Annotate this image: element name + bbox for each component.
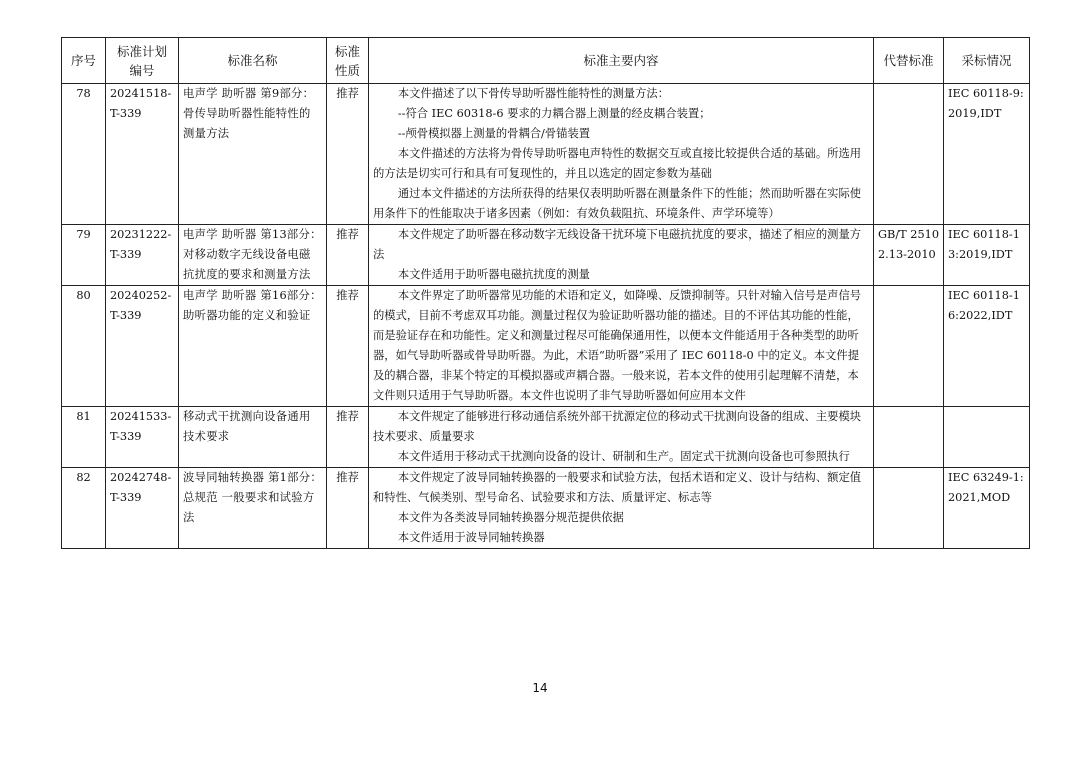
content-paragraph: 本文件为各类波导同轴转换器分规范提供依据 [397,511,624,524]
header-type [327,38,369,84]
header-plan-number [106,38,179,84]
cell-replace: GB/T 25102.13-2010 [874,225,944,286]
content-paragraph: 本文件规定了助听器在移动数字无线设备干扰环境下电磁抗扰度的要求，描述了相应的测量方法 [373,228,862,261]
table-row [62,286,1030,407]
cell-plan-number: 20241518-T-339 [106,84,179,225]
cell-content [369,468,874,549]
header-adopt: 采标情况 [944,38,1030,84]
cell-standard-name: 电声学 助听器 第16部分：助听器功能的定义和验证 [179,286,327,407]
cell-adopt: IEC 60118-9:2019,IDT [944,84,1030,225]
cell-content [369,286,874,407]
cell-seq: 79 [62,225,106,286]
cell-adopt: IEC 60118-16:2022,IDT [944,286,1030,407]
cell-standard-name: 移动式干扰测向设备通用技术要求 [179,407,327,468]
content-paragraph: 本文件适用于移动式干扰测向设备的设计、研制和生产。固定式干扰测向设备也可参照执行 [397,450,850,463]
cell-standard-name: 电声学 助听器 第13部分：对移动数字无线设备电磁抗扰度的要求和测量方法 [179,225,327,286]
content-paragraph: 通过本文件描述的方法所获得的结果仅表明助听器在测量条件下的性能；然而助听器在实际使用条件下的性能取决于诸多因素（例如：有效负载阻抗、环境条件、声学环境等） [373,187,862,220]
table-row [62,84,1030,225]
cell-adopt: IEC 60118-13:2019,IDT [944,225,1030,286]
cell-replace [874,407,944,468]
table-row [62,407,1030,468]
content-paragraph: 本文件规定了能够进行移动通信系统外部干扰源定位的移动式干扰测向设备的组成、主要模块技术要求、质量要求 [373,410,862,443]
cell-replace [874,286,944,407]
cell-type: 推荐 [327,225,369,286]
cell-seq: 82 [62,468,106,549]
header-plan-line2: 编号 [129,62,155,78]
cell-type: 推荐 [327,468,369,549]
header-name: 标准名称 [179,38,327,84]
content-paragraph: 本文件描述了以下骨传导助听器性能特性的测量方法： [397,87,669,100]
header-plan-line1: 标准计划 [116,43,167,59]
cell-standard-name: 电声学 助听器 第9部分：骨传导助听器性能特性的测量方法 [179,84,327,225]
cell-content [369,84,874,225]
header-type-line2: 性质 [334,62,360,78]
cell-type: 推荐 [327,407,369,468]
cell-type: 推荐 [327,286,369,407]
standards-table [61,37,1030,549]
cell-content [369,407,874,468]
cell-replace [874,84,944,225]
cell-replace [874,468,944,549]
cell-plan-number: 20240252-T-339 [106,286,179,407]
cell-seq: 80 [62,286,106,407]
cell-seq: 81 [62,407,106,468]
content-paragraph: 本文件界定了助听器常见功能的术语和定义，如降噪、反馈抑制等。只针对输入信号是声信号的模式，目前不考虑双耳功能。测量过程仅为验证助听器功能的描述。目的不评估其功能的性能，而是验证存在和功能性。定义和测量过程尽可能确保通用性，以便本文件能适用于各种类型的助听器，如气导助听器或骨导助听器。为此，术语“助听器”采用了 IEC 60118-0 中的定义。本文件提及的耦合器，非某个特定的耳模拟器或声耦合器。一般来说，若本文件的使用引起理解不清楚，本文件则只适用于气导助听器。本文件也说明了非气导助听器如何应用本文件 [373,289,862,402]
header-content: 标准主要内容 [369,38,874,84]
cell-adopt: IEC 63249-1:2021,MOD [944,468,1030,549]
table-row [62,468,1030,549]
cell-plan-number: 20231222-T-339 [106,225,179,286]
page-number: 14 [532,681,548,695]
content-paragraph: --颅骨模拟器上测量的骨耦合/骨锚装置 [397,127,591,140]
cell-adopt [944,407,1030,468]
table-row [62,225,1030,286]
cell-content [369,225,874,286]
cell-seq: 78 [62,84,106,225]
cell-type: 推荐 [327,84,369,225]
header-seq: 序号 [62,38,106,84]
content-paragraph: 本文件规定了波导同轴转换器的一般要求和试验方法，包括术语和定义、设计与结构、额定值和特性、气候类别、型号命名、试验要求和方法、质量评定、标志等 [373,471,862,504]
header-replace: 代替标准 [874,38,944,84]
content-paragraph: 本文件适用于助听器电磁抗扰度的测量 [397,268,590,281]
content-paragraph: --符合 IEC 60318-6 要求的力耦合器上测量的经皮耦合装置； [397,107,711,120]
content-paragraph: 本文件适用于波导同轴转换器 [397,531,545,544]
cell-standard-name: 波导同轴转换器 第1部分：总规范 一般要求和试验方法 [179,468,327,549]
content-paragraph: 本文件描述的方法将为骨传导助听器电声特性的数据交互或直接比较提供合适的基础。所选用的方法是切实可行和具有可复现性的，并且以选定的固定参数为基础 [373,147,862,180]
cell-plan-number: 20241533-T-339 [106,407,179,468]
cell-plan-number: 20242748-T-339 [106,468,179,549]
header-row [62,38,1030,84]
header-type-line1: 标准 [334,43,360,59]
